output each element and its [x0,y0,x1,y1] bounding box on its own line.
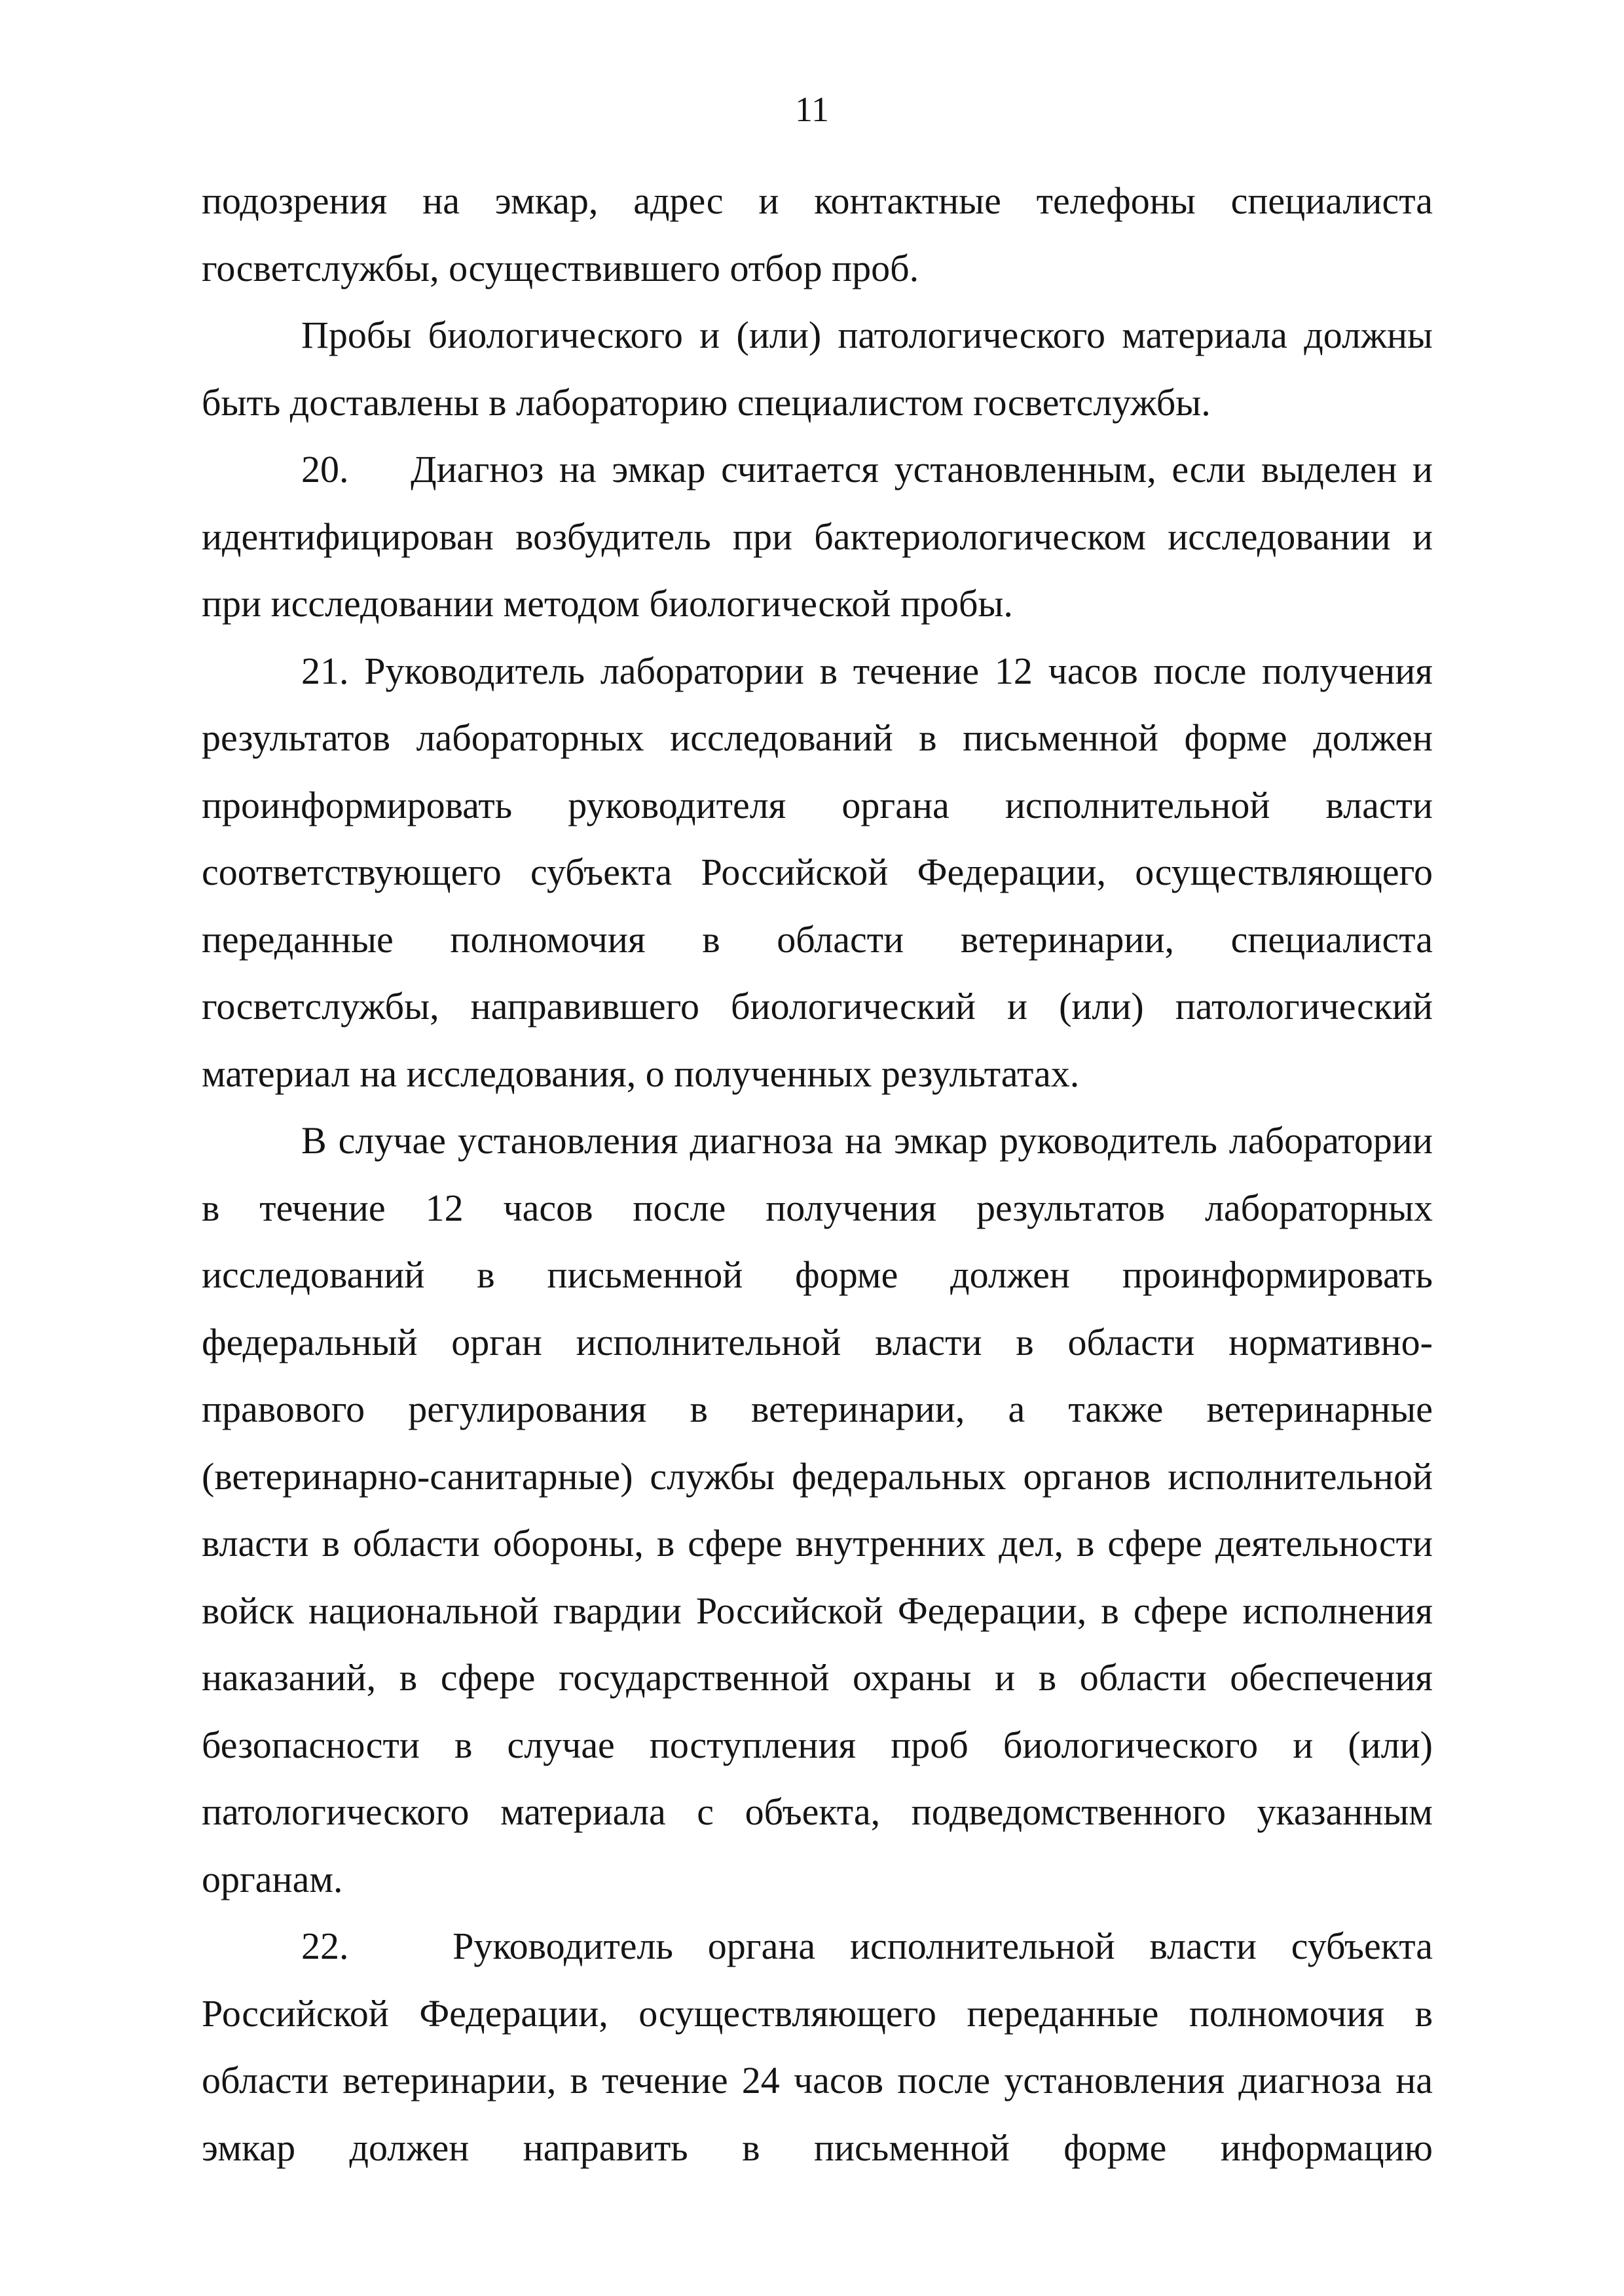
page-number: 11 [795,90,829,129]
paragraph-diagnosis-notification: В случае установления диагноза на эмкар руководитель лаборатории в течение 12 часов после получения результатов лабораторных исследований в письменной форме должен проинформировать федеральный орган исполнительной власти в области нормативно-правового регулирования в ветеринарии, а также ветеринарные (ветеринарно-санитарные) службы федеральных органов исполнительной власти в области обороны, в сфере внутренних дел, в сфере деятельности войск национальной гвардии Российской Федерации, в сфере исполнения наказаний, в сфере государственной охраны и в области обеспечения безопасности в случае поступления проб биологического и (или) патологического материала с объекта, подведомственного указанным органам. [202,1119,1433,1900]
document-body [202,168,1433,2181]
paragraph-sample-delivery: Пробы биологического и (или) патологического материала должны быть доставлены в лабораторию специалистом госветслужбы. [202,314,1433,424]
paragraph-item-20: 20. Диагноз на эмкар считается установленным, если выделен и идентифицирован возбудитель при бактериологическом исследовании и при исследовании методом биологической пробы. [202,448,1433,625]
paragraph-item-21: 21. Руководитель лаборатории в течение 12 часов после получения результатов лабораторных исследований в письменной форме должен проинформировать руководителя органа исполнительной власти соответствующего субъекта Российской Федерации, осуществляющего переданные полномочия в области ветеринарии, специалиста госветслужбы, направившего биологический и (или) патологический материал на исследования, о полученных результатах. [202,649,1433,1095]
paragraph-continuation: подозрения на эмкар, адрес и контактные телефоны специалиста госветслужбы, осуществившего отбор проб. [202,179,1433,289]
paragraph-item-22: 22. Руководитель органа исполнительной власти субъекта Российской Федерации, осуществляющего переданные полномочия в области ветеринарии, в течение 24 часов после установления диагноза на эмкар должен направить в письменной форме информацию [202,1925,1433,2169]
